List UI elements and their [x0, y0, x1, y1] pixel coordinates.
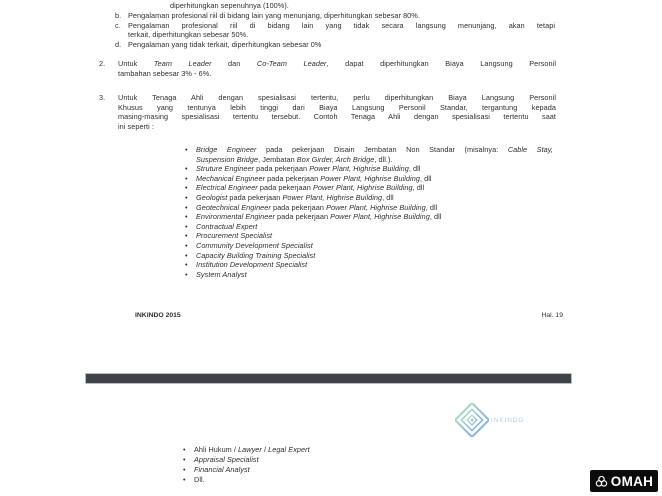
list-marker: 3.	[99, 93, 106, 103]
bullet-list-item	[183, 475, 551, 485]
bullet-list-item	[183, 445, 551, 455]
bullet-list-item	[185, 222, 553, 232]
page-footer	[0, 312, 662, 322]
list-marker: 2.	[99, 59, 106, 68]
list-item-text: Financial Analyst	[194, 464, 250, 474]
bullet-list-item	[185, 270, 553, 280]
numbered-list	[99, 59, 556, 132]
list-item-text: Ahli Hukum / Lawyer / Legal Expert	[194, 445, 310, 454]
bullet-icon: •	[183, 464, 186, 474]
list-marker: d.	[115, 39, 122, 49]
bullet-list-item	[185, 241, 553, 251]
list-item-text: Bridge Engineer pada pekerjaan Disain Jembatan Non Standar (misalnya: Cable Stay, Suspension Bridge, Jembatan Box Girder, Arch Bridge, dll.).	[196, 145, 553, 164]
inkindo-logo-text: INKINDO	[491, 416, 525, 424]
bullet-list-item	[185, 203, 553, 213]
numbered-list-item	[99, 59, 556, 78]
bullet-list-item	[185, 231, 553, 241]
page-separator-bar	[85, 373, 572, 384]
bullet-list-item	[185, 183, 553, 193]
list-item-text: Geologist pada pekerjaan Power Plant, Highrise Building, dll	[196, 192, 394, 202]
bullet-icon: •	[185, 250, 188, 260]
bullet-icon: •	[185, 269, 188, 279]
list-item-text: Pengalaman profesional riil di bidang lain yang menunjang, diperhitungkan sebesar 80%.	[128, 11, 420, 20]
list-item-text: Struture Engineer pada pekerjaan Power Plant, Highrise Building, dll	[196, 164, 421, 174]
specialist-bullet-list	[185, 145, 553, 279]
list-item-text: Institution Development Specialist	[196, 260, 308, 270]
numbered-list-item	[99, 93, 556, 131]
bullet-icon: •	[185, 260, 188, 270]
bullet-list-item	[185, 164, 553, 174]
bullet-list-item	[185, 212, 553, 222]
list-item-text: Pengalaman yang tidak terkait, diperhitungkan sebesar 0%	[128, 39, 322, 49]
list-marker: c.	[115, 20, 121, 30]
bullet-list-item	[185, 251, 553, 261]
bullet-icon: •	[185, 183, 188, 193]
list-item-text: Mechanical Engineer pada pekerjaan Power Plant, Highrise Building, dll	[196, 173, 432, 183]
list-item-text: Appraisal Specialist	[194, 454, 259, 464]
list-item-text: Pengalaman profesional riil di bidang lain yang tidak secara langsung menunjang, akan tetapi terkait, diperhitungkan sebesar 50%.	[128, 20, 555, 40]
bullet-icon: •	[185, 202, 188, 212]
omah-watermark-badge[interactable]	[590, 470, 658, 492]
bullet-list-item	[183, 455, 551, 465]
list-item-text: Untuk Team Leader dan Co-Team Leader, dapat diperhitungkan Biaya Langsung Personil tambahan sebesar 3% - 6%.	[118, 59, 556, 78]
inkindo-watermark	[455, 403, 524, 437]
omah-logo-icon	[595, 475, 608, 488]
bullet-icon: •	[185, 164, 188, 174]
omah-label: OMAH	[610, 473, 654, 489]
bullet-list-item	[185, 260, 553, 270]
bullet-icon: •	[185, 173, 188, 183]
list-item-text: Electrical Engineer pada pekerjaan Power Plant, Highrise Building, dll	[196, 183, 425, 193]
list-item-text: Capacity Building Training Specialist	[196, 250, 316, 260]
list-item-text: Geotechnical Engineer pada pekerjaan Power Plant, Highrise Building, dll	[196, 202, 438, 212]
list-item-text: Dll.	[194, 474, 205, 484]
bullet-icon: •	[185, 221, 188, 231]
list-item-text: Contractual Expert	[196, 221, 258, 231]
list-item-text: System Analyst	[196, 269, 247, 279]
bullet-icon: •	[185, 192, 188, 202]
footer-document-title: INKINDO 2015	[135, 312, 181, 319]
lettered-list-item	[115, 11, 555, 21]
paragraph-continuation: diperhitungkan sepenuhnya (100%).	[170, 1, 289, 10]
list-item-text: Community Development Specialist	[196, 240, 313, 250]
list-item-text: Environmental Engineer pada pekerjaan Power Plant, Highrise Building, dll	[196, 212, 442, 222]
list-marker: b.	[115, 11, 122, 20]
list-item-text: Untuk Tenaga Ahli dengan spesialisasi tertentu, perlu diperhitungkan Biaya Langsung Personil Khusus yang tentunya lebih tinggi dari Biaya Langsung Personil Standar, tergantung kepada masing-masing spesialisasi tertentu tersebut. Contoh Tenaga Ahli dengan spesialisasi tertentu saat ini seperti :	[118, 93, 556, 131]
bullet-icon: •	[185, 212, 188, 222]
bullet-icon: •	[185, 231, 188, 241]
bullet-list-item	[185, 145, 553, 164]
lettered-list-item	[115, 40, 555, 50]
lettered-sublist	[115, 11, 555, 49]
inkindo-diamond-icon	[455, 403, 489, 437]
bullet-list-item	[185, 193, 553, 203]
bullet-list-item	[185, 174, 553, 184]
bullet-icon: •	[183, 474, 186, 484]
bullet-icon: •	[185, 145, 188, 154]
footer-page-number: Hal. 19	[541, 312, 563, 319]
bullet-list-item	[183, 465, 551, 475]
bullet-icon: •	[183, 454, 186, 464]
lettered-list-item	[115, 21, 555, 40]
bullet-icon: •	[183, 445, 186, 454]
bullet-icon: •	[185, 240, 188, 250]
expert-bullet-list	[183, 445, 551, 485]
list-item-text: Procurement Specialist	[196, 231, 273, 241]
